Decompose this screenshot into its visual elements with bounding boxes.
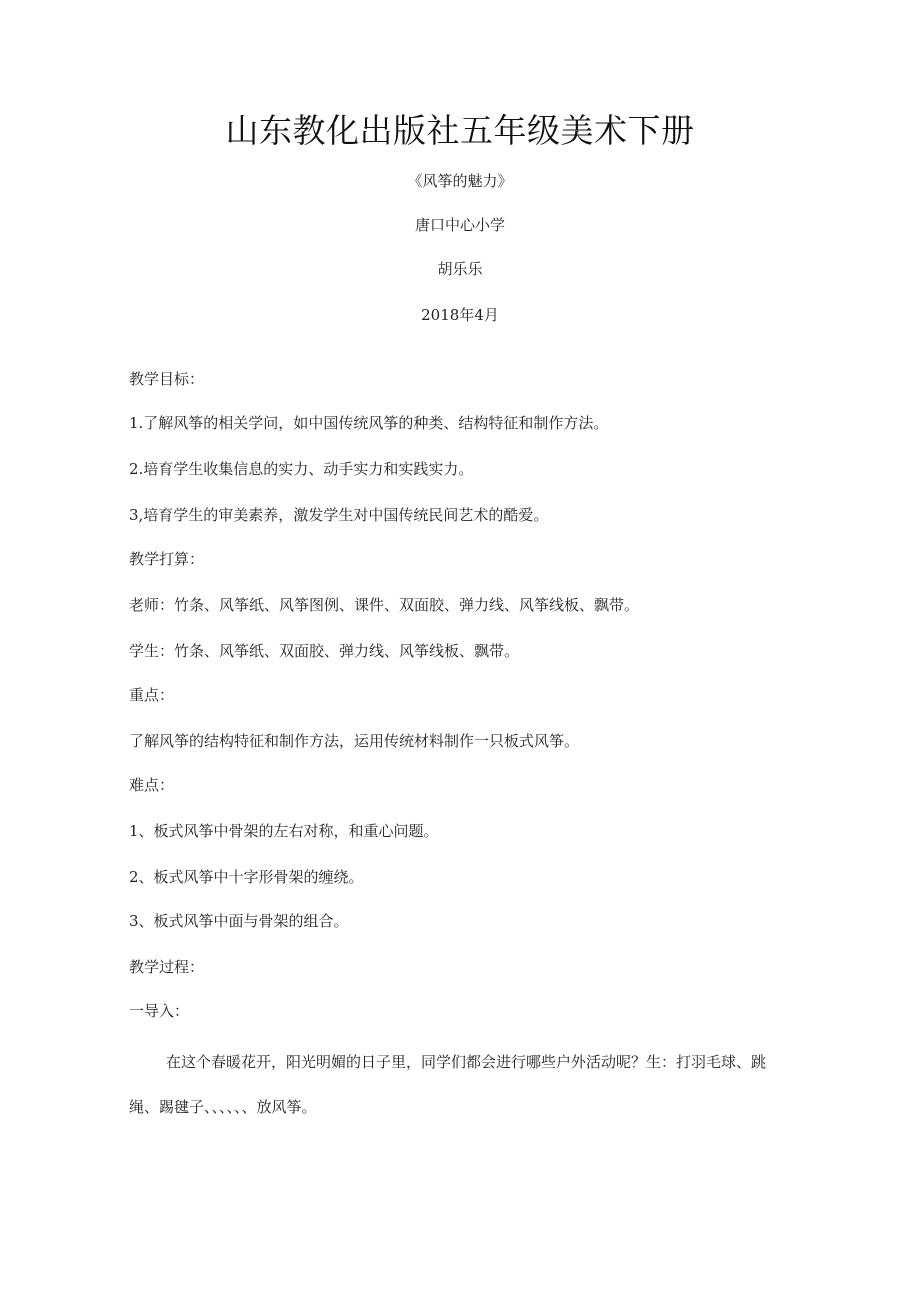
document-title: 山东教化出版社五年级美术下册 bbox=[225, 111, 695, 150]
difficulty-item: 3、板式风筝中面与骨架的组合。 bbox=[129, 912, 349, 930]
section-heading-process: 教学过程： bbox=[129, 958, 205, 976]
difficulty-item: 1、板式风筝中骨架的左右对称，和重心问题。 bbox=[129, 822, 439, 840]
section-heading-goals: 教学目标： bbox=[129, 370, 205, 388]
goal-item: 1.了解风筝的相关学问，如中国传统风筝的种类、结构特征和制作方法。 bbox=[129, 414, 609, 432]
section-heading-preparation: 教学打算： bbox=[129, 550, 205, 568]
difficulty-item: 2、板式风筝中十字形骨架的缠绕。 bbox=[129, 868, 364, 886]
document-date: 2018年4月 bbox=[421, 306, 499, 324]
subsection-heading-intro: 一导入： bbox=[129, 1002, 190, 1020]
goal-item: 2.培育学生收集信息的实力、动手实力和实践实力。 bbox=[129, 460, 474, 478]
preparation-student: 学生：竹条、风筝纸、双面胶、弹力线、风筝线板、飘带。 bbox=[129, 642, 520, 660]
intro-paragraph: 在这个春暖花开，阳光明媚的日子里，同学们都会进行哪些户外活动呢？生：打羽毛球、跳绳、踢毽子、、、、、、放风筝。 bbox=[129, 1053, 767, 1116]
school-name: 唐口中心小学 bbox=[414, 216, 505, 234]
goal-item: 3,培育学生的审美素养，激发学生对中国传统民间艺术的酷爱。 bbox=[129, 506, 549, 524]
section-heading-key-points: 重点： bbox=[129, 686, 175, 704]
preparation-teacher: 老师：竹条、风筝纸、风筝图例、课件、双面胶、弹力线、风筝线板、飘带。 bbox=[129, 596, 640, 614]
lesson-title: 《风筝的魅力》 bbox=[407, 172, 513, 190]
author-name: 胡乐乐 bbox=[437, 260, 483, 278]
key-point-item: 了解风筝的结构特征和制作方法，运用传统材料制作一只板式风筝。 bbox=[129, 732, 580, 750]
section-heading-difficulties: 难点： bbox=[129, 776, 175, 794]
